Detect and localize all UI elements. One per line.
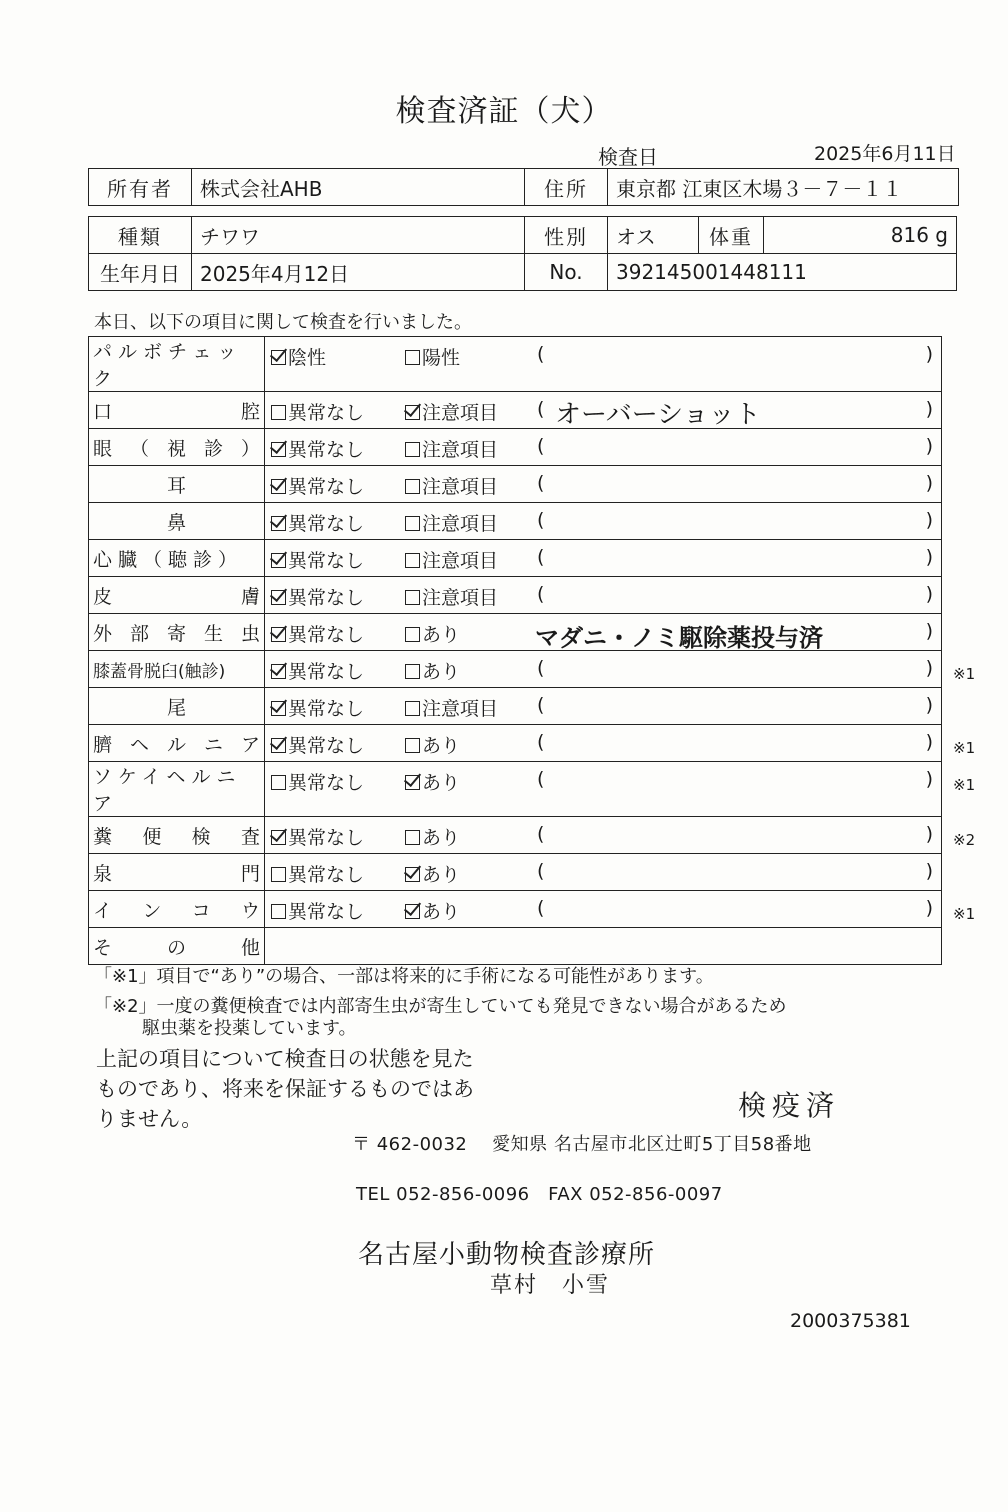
checked-checkbox[interactable] — [405, 775, 420, 790]
paren-close: ) — [925, 897, 933, 919]
result-option[interactable] — [271, 860, 364, 887]
result-option[interactable] — [271, 657, 364, 684]
item-label-char: 膚 — [240, 585, 260, 608]
item-label-char: 外 — [93, 622, 113, 645]
inspection-row — [89, 688, 942, 725]
checkbox[interactable] — [405, 738, 420, 753]
inspection-item-label — [89, 540, 265, 577]
checked-checkbox[interactable] — [271, 442, 286, 457]
paren-close: ) — [925, 398, 933, 420]
inspection-item-result — [265, 429, 942, 466]
inspection-item-label — [89, 337, 265, 392]
paren-close: ) — [925, 472, 933, 494]
paren-close: ) — [925, 435, 933, 457]
item-label-char: コ — [191, 899, 211, 922]
option-label: 異常なし — [288, 827, 365, 849]
paren-open: ( — [537, 546, 545, 568]
inspection-row — [89, 429, 942, 466]
inspection-item-result — [265, 466, 942, 503]
option-label: あり — [422, 624, 461, 646]
checkbox[interactable] — [405, 442, 420, 457]
checked-checkbox[interactable] — [271, 664, 286, 679]
item-label-char: ル — [166, 733, 186, 756]
item-label-char: 眼 — [93, 437, 113, 460]
checked-checkbox[interactable] — [271, 627, 286, 642]
inspection-row — [89, 725, 942, 762]
document-title: 検査済証（犬） — [395, 94, 613, 129]
inspection-row — [89, 762, 942, 817]
inspection-row — [89, 614, 942, 651]
inspection-item-label — [89, 651, 265, 688]
checked-checkbox[interactable] — [271, 590, 286, 605]
paren-close: ) — [925, 546, 933, 568]
inspection-item-result — [265, 651, 976, 688]
result-option[interactable] — [405, 435, 498, 462]
inspection-item-result — [265, 392, 942, 429]
item-label-char: 寄 — [166, 622, 186, 645]
option-label: 異常なし — [288, 550, 365, 572]
inspection-row — [89, 392, 942, 429]
option-label: 陰性 — [288, 347, 327, 369]
item-label-char: 口 — [93, 400, 113, 423]
paren-open: ( — [537, 860, 545, 882]
paren-open: ( — [537, 823, 545, 845]
paren-close: ) — [925, 860, 933, 882]
item-label-char: 診 — [203, 437, 223, 460]
inspection-item-result — [265, 540, 942, 577]
other-row — [89, 928, 942, 965]
option-label: あり — [422, 901, 461, 923]
item-label-char: 皮 — [93, 585, 113, 608]
examiner-name: 草村 小雪 — [490, 1273, 611, 1298]
item-label-char: 臍 — [93, 733, 113, 756]
breed-value: チワワ — [192, 217, 525, 254]
inspection-row — [89, 540, 942, 577]
item-label-text: パルボチェック — [93, 341, 243, 390]
checked-checkbox[interactable] — [405, 405, 420, 420]
sex-value: オス — [608, 217, 699, 254]
result-option[interactable] — [271, 731, 364, 758]
option-label: あり — [422, 827, 461, 849]
inspection-item-label — [89, 854, 265, 891]
inspection-item-label — [89, 817, 265, 854]
inspection-row — [89, 337, 942, 392]
item-label-char: ） — [240, 437, 260, 460]
item-label-text: 尾 — [166, 696, 186, 719]
result-option[interactable] — [271, 509, 364, 536]
result-option[interactable] — [405, 546, 498, 573]
checkbox[interactable] — [271, 775, 286, 790]
item-label-char: 泉 — [93, 862, 113, 885]
paren-open: ( — [537, 472, 545, 494]
inspection-item-result — [265, 891, 976, 928]
clinic-name: 名古屋小動物検査診療所 — [358, 1240, 656, 1270]
intro-text: 本日、以下の項目に関して検査を行いました。 — [94, 312, 472, 333]
result-option[interactable] — [405, 620, 460, 647]
result-option[interactable] — [405, 398, 498, 425]
inspection-table — [88, 336, 976, 965]
result-option[interactable] — [405, 657, 460, 684]
result-option[interactable] — [271, 343, 326, 370]
serial-number: 2000375381 — [790, 1310, 911, 1332]
checkbox[interactable] — [405, 701, 420, 716]
result-option[interactable] — [271, 398, 364, 425]
checkbox[interactable] — [405, 627, 420, 642]
item-label-char: 糞 — [93, 825, 113, 848]
address-value: 東京都 江東区木場３－７－１１ — [608, 169, 959, 206]
footnote-mark: ※1 — [953, 665, 976, 683]
clinic-address: 〒 462-0032 愛知県 名古屋市北区辻町5丁目58番地 — [352, 1134, 812, 1155]
footnote-mark: ※2 — [953, 831, 976, 849]
inspection-row — [89, 577, 942, 614]
result-option[interactable] — [271, 472, 364, 499]
owner-table — [88, 168, 959, 206]
option-label: 異常なし — [288, 735, 365, 757]
option-label: 異常なし — [288, 901, 365, 923]
inspection-item-result — [265, 817, 976, 854]
paren-open: ( — [537, 435, 545, 457]
item-label-text: ソケイヘルニア — [93, 766, 242, 815]
option-label: 異常なし — [288, 864, 365, 886]
clinic-phone: TEL 052-856-0096 FAX 052-856-0097 — [356, 1184, 723, 1205]
inspection-row — [89, 466, 942, 503]
inspection-row — [89, 651, 942, 688]
option-label: 陽性 — [422, 347, 461, 369]
item-label-char: ウ — [240, 899, 260, 922]
result-note: オーバーショット — [555, 400, 761, 430]
checked-checkbox[interactable] — [271, 516, 286, 531]
disclaimer: 上記の項目について検査日の状態を見たものであり、将来を保証するものではありません。 — [96, 1047, 474, 1131]
paren-close: ) — [925, 583, 933, 605]
option-label: 異常なし — [288, 661, 365, 683]
option-label: あり — [422, 864, 461, 886]
checkbox[interactable] — [271, 405, 286, 420]
option-label: 異常なし — [288, 698, 365, 720]
option-label: あり — [422, 772, 461, 794]
paren-open: ( — [537, 657, 545, 679]
owner-label: 所有者 — [89, 169, 192, 206]
inspection-item-result — [265, 725, 976, 762]
number-label: No. — [525, 254, 608, 291]
option-label: 注意項目 — [422, 476, 499, 498]
exam-date-label: 検査日 — [598, 145, 658, 169]
item-label-char: ヘ — [129, 733, 149, 756]
item-label-char: イ — [93, 899, 113, 922]
item-label-char: （ — [129, 437, 149, 460]
paren-open: ( — [537, 694, 545, 716]
item-label-char: ニ — [203, 733, 223, 756]
paren-close: ) — [925, 731, 933, 753]
animal-table — [88, 216, 957, 291]
birth-label: 生年月日 — [89, 254, 192, 291]
checkbox[interactable] — [271, 867, 286, 882]
inspection-item-result — [265, 688, 942, 725]
inspection-item-result — [265, 337, 942, 392]
item-label-char: 部 — [129, 622, 149, 645]
checked-checkbox[interactable] — [271, 350, 286, 365]
inspection-row — [89, 854, 942, 891]
option-label: 注意項目 — [422, 439, 499, 461]
checked-checkbox[interactable] — [271, 553, 286, 568]
paren-close: ) — [925, 509, 933, 531]
result-option[interactable] — [271, 435, 364, 462]
other-label-text — [93, 933, 260, 960]
inspection-item-result — [265, 614, 942, 651]
inspection-row — [89, 817, 942, 854]
owner-value: 株式会社AHB — [192, 169, 525, 206]
checked-checkbox[interactable] — [271, 738, 286, 753]
result-option[interactable] — [271, 823, 364, 850]
result-option[interactable] — [405, 897, 460, 924]
option-label: 注意項目 — [422, 698, 499, 720]
item-label-char: 生 — [203, 622, 223, 645]
inspection-item-label — [89, 392, 265, 429]
paren-close: ) — [925, 823, 933, 845]
address-label: 住所 — [525, 169, 608, 206]
option-label: あり — [422, 661, 461, 683]
checkbox[interactable] — [271, 904, 286, 919]
checkbox[interactable] — [405, 664, 420, 679]
inspection-item-label — [89, 688, 265, 725]
result-option[interactable] — [271, 768, 364, 795]
inspection-item-label — [89, 891, 265, 928]
footnote-2-line1: 「※2」一度の糞便検査では内部寄生虫が寄生していても発見できない場合があるため — [94, 996, 787, 1017]
paren-open: ( — [537, 343, 545, 365]
result-option[interactable] — [271, 694, 364, 721]
option-label: 異常なし — [288, 402, 365, 424]
result-option[interactable] — [271, 546, 364, 573]
option-label: あり — [422, 735, 461, 757]
item-label-char: そ — [93, 936, 113, 959]
other-label — [89, 928, 265, 965]
weight-value: 816 g — [764, 217, 957, 254]
birth-value: 2025年4月12日 — [192, 254, 525, 291]
paren-close: ) — [925, 343, 933, 365]
inspection-item-result — [265, 854, 942, 891]
sex-label: 性別 — [525, 217, 608, 254]
paren-open: ( — [537, 583, 545, 605]
item-label-text: 耳 — [166, 474, 186, 497]
checked-checkbox[interactable] — [405, 904, 420, 919]
paren-open: ( — [537, 768, 545, 790]
item-label-char: 便 — [142, 825, 162, 848]
checkbox[interactable] — [405, 590, 420, 605]
item-label-char: 虫 — [240, 622, 260, 645]
footnote-mark: ※1 — [953, 905, 976, 923]
result-option[interactable] — [405, 860, 460, 887]
inspection-item-result — [265, 503, 942, 540]
checked-checkbox[interactable] — [271, 479, 286, 494]
option-label: 注意項目 — [422, 550, 499, 572]
option-label: 注意項目 — [422, 402, 499, 424]
result-option[interactable] — [405, 509, 498, 536]
item-label-char: 他 — [240, 936, 260, 959]
weight-label: 体重 — [699, 217, 764, 254]
result-option[interactable] — [405, 472, 498, 499]
paren-open: ( — [537, 509, 545, 531]
inspection-item-label — [89, 762, 265, 817]
item-label-char: 視 — [166, 437, 186, 460]
paren-close: ) — [925, 768, 933, 790]
paren-close: ) — [925, 694, 933, 716]
checked-checkbox[interactable] — [405, 867, 420, 882]
inspection-item-label — [89, 614, 265, 651]
item-label-char: ア — [240, 733, 260, 756]
inspection-item-result — [265, 762, 976, 817]
paren-open: ( — [537, 897, 545, 919]
exam-date-value: 2025年6月11日 — [814, 143, 956, 165]
footnote-1: 「※1」項目で“あり”の場合、一部は将来的に手術になる可能性があります。 — [94, 966, 714, 987]
item-label-char: 査 — [240, 825, 260, 848]
item-label-char: 検 — [191, 825, 211, 848]
option-label: 異常なし — [288, 513, 365, 535]
item-label-text: 鼻 — [166, 511, 186, 534]
result-option[interactable] — [405, 731, 460, 758]
option-label: 注意項目 — [422, 513, 499, 535]
checkbox[interactable] — [405, 553, 420, 568]
checkbox[interactable] — [405, 350, 420, 365]
checkbox[interactable] — [405, 479, 420, 494]
checkbox[interactable] — [405, 516, 420, 531]
inspection-item-label — [89, 577, 265, 614]
inspection-item-label — [89, 466, 265, 503]
result-option[interactable] — [271, 897, 364, 924]
item-label-char: ン — [142, 899, 162, 922]
footnote-mark: ※1 — [953, 776, 976, 794]
option-label: 異常なし — [288, 439, 365, 461]
paren-open: ( — [537, 731, 545, 753]
footnote-mark: ※1 — [953, 739, 976, 757]
result-option[interactable] — [405, 768, 460, 795]
inspection-item-result — [265, 577, 942, 614]
checked-checkbox[interactable] — [271, 830, 286, 845]
option-label: 異常なし — [288, 772, 365, 794]
result-option[interactable] — [405, 823, 460, 850]
other-value — [265, 928, 942, 965]
result-option[interactable] — [405, 343, 460, 370]
option-label: 異常なし — [288, 476, 365, 498]
option-label: 注意項目 — [422, 587, 499, 609]
inspection-item-label — [89, 725, 265, 762]
inspection-item-label — [89, 503, 265, 540]
option-label: 異常なし — [288, 587, 365, 609]
result-option[interactable] — [271, 583, 364, 610]
item-label-text: 心臓（聴診） — [93, 548, 244, 571]
number-value: 392145001448111 — [608, 254, 957, 291]
result-note: マダニ・ノミ駆除薬投与済 — [535, 624, 823, 652]
item-label-char: の — [166, 936, 186, 959]
result-option[interactable] — [271, 620, 364, 647]
paren-open: ( — [537, 398, 545, 420]
paren-close: ) — [925, 657, 933, 679]
inspection-item-label — [89, 429, 265, 466]
checkbox[interactable] — [405, 830, 420, 845]
item-label-text: 膝蓋骨脱臼(触診) — [93, 661, 226, 682]
inspection-row — [89, 891, 942, 928]
item-label-char: 腔 — [240, 400, 260, 423]
result-option[interactable] — [405, 694, 498, 721]
breed-label: 種類 — [89, 217, 192, 254]
paren-close: ) — [925, 620, 933, 642]
checked-checkbox[interactable] — [271, 701, 286, 716]
quarantine-stamp: 検疫済 — [738, 1089, 841, 1122]
item-label-char: 門 — [240, 862, 260, 885]
footnote-2-line2: 駆虫薬を投薬しています。 — [142, 1018, 357, 1039]
result-option[interactable] — [405, 583, 498, 610]
inspection-row — [89, 503, 942, 540]
option-label: 異常なし — [288, 624, 365, 646]
